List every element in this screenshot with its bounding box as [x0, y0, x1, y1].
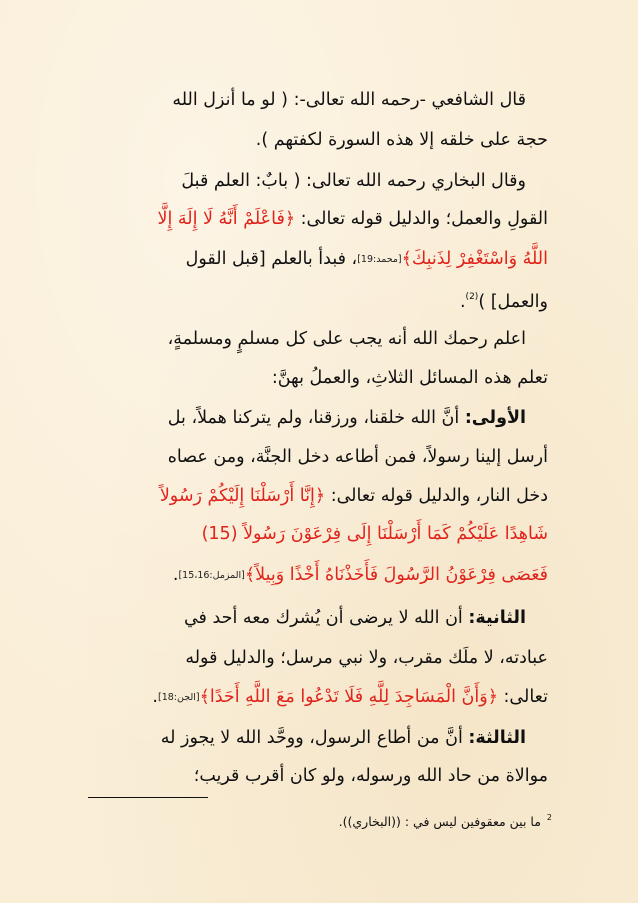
quran-verse: اللَّهُ وَاسْتَغْفِرْ لِذَنبِكَ﴾ [401, 249, 548, 269]
verse-citation: [الجن:18] [157, 692, 200, 703]
text-segment: القولِ والعمل؛ والدليل قوله تعالى: [295, 209, 548, 229]
text-segment: أنَّ من أطاع الرسول، ووحَّد الله لا يجوز له [160, 728, 469, 748]
text-segment: . [152, 687, 158, 707]
text-segment: دخل النار، والدليل قوله تعالى: [325, 486, 548, 506]
text-line-7 [168, 327, 526, 351]
footnote [339, 813, 552, 829]
verse-citation: [المزمل:15،16] [178, 570, 245, 581]
text-line-14 [184, 606, 526, 630]
text-line-6 [460, 285, 548, 314]
text-line-16 [152, 685, 548, 710]
text-segment: موالاة من حاد الله ورسوله، ولو كان أقرب قريب؛ [193, 766, 548, 786]
quran-verse: ﴿فَاعْلَمْ أَنَّهُ لَا إِلَهَ إِلَّا [157, 209, 296, 229]
footnote-text: ما بين معقوفين ليس في : ((البخاري)). [338, 814, 541, 829]
text-line-9 [168, 406, 526, 430]
section-label: الأولى: [464, 408, 526, 428]
text-segment: ، فبدأ بالعلم [قبل القول [185, 249, 358, 269]
section-label: الثانية: [468, 608, 526, 628]
text-segment: وقال البخاري رحمه الله تعالى: ( بابٌ: العلم قبلَ [181, 171, 526, 191]
verse-citation: [محمد:19] [357, 254, 402, 265]
footnote-number: 2 [546, 813, 552, 822]
text-segment: . [459, 292, 466, 312]
quran-verse: شَاهِدًا عَلَيْكُمْ كَمَا أَرْسَلْنَا إِلَى فِرْعَوْنَ رَسُولاً (15) [201, 524, 548, 544]
text-line-15 [185, 646, 548, 670]
text-segment: حجة على خلقه إلا هذه السورة لكفتهم ). [255, 130, 548, 150]
text-segment: . [172, 565, 179, 585]
text-segment: عبادته، لا ملَك مقرب، ولا نبي مرسل؛ والدليل قوله [185, 648, 548, 668]
text-segment: اعلم رحمك الله أنه يجب على كل مسلمٍ ومسلمةٍ، [167, 329, 526, 349]
text-line-13 [173, 563, 548, 588]
text-segment: أنَّ الله خلقنا، ورزقنا، ولم يتركنا هملاً، بل [167, 408, 465, 428]
text-segment: تعالى: [497, 687, 548, 707]
text-segment: أن الله لا يرضى أن يُشرك معه أحد في [183, 608, 469, 628]
text-line-18 [194, 764, 548, 788]
section-label: الثالثة: [468, 728, 526, 748]
text-segment: تعلم هذه المسائل الثلاثِ، والعملُ بهنَّ: [271, 368, 548, 388]
text-line-8 [272, 366, 548, 390]
text-line-17 [161, 726, 526, 750]
text-line-5 [186, 247, 548, 272]
footnote-divider [88, 797, 208, 798]
text-segment: والعمل] ) [478, 292, 548, 312]
quran-verse: ﴿إِنَّا أَرْسَلْنَا إِلَيْكُمْ رَسُولاً [159, 486, 326, 506]
text-line-11 [160, 484, 548, 508]
quran-verse: فَعَصَى فِرْعَوْنُ الرَّسُولَ فَأَخَذْنَاهُ أَخْذًا وَبِيلاً﴾ [244, 565, 548, 585]
text-line-12 [202, 522, 548, 546]
text-line-1 [172, 88, 526, 112]
text-line-4 [157, 207, 548, 231]
text-line-2 [256, 128, 548, 152]
text-line-3 [181, 169, 526, 193]
footnote-reference: (2) [465, 292, 479, 302]
quran-verse: ﴿وَأَنَّ الْمَسَاجِدَ لِلَّهِ فَلَا تَدْعُوا مَعَ اللَّهِ أَحَدًا﴾ [199, 687, 498, 707]
text-segment: أرسل إلينا رسولاً، فمن أطاعه دخل الجنَّة، ومن عصاه [167, 447, 548, 467]
text-segment: قال الشافعي -رحمه الله تعالى-: ( لو ما أنزل الله [172, 90, 526, 110]
text-line-10 [168, 445, 548, 469]
